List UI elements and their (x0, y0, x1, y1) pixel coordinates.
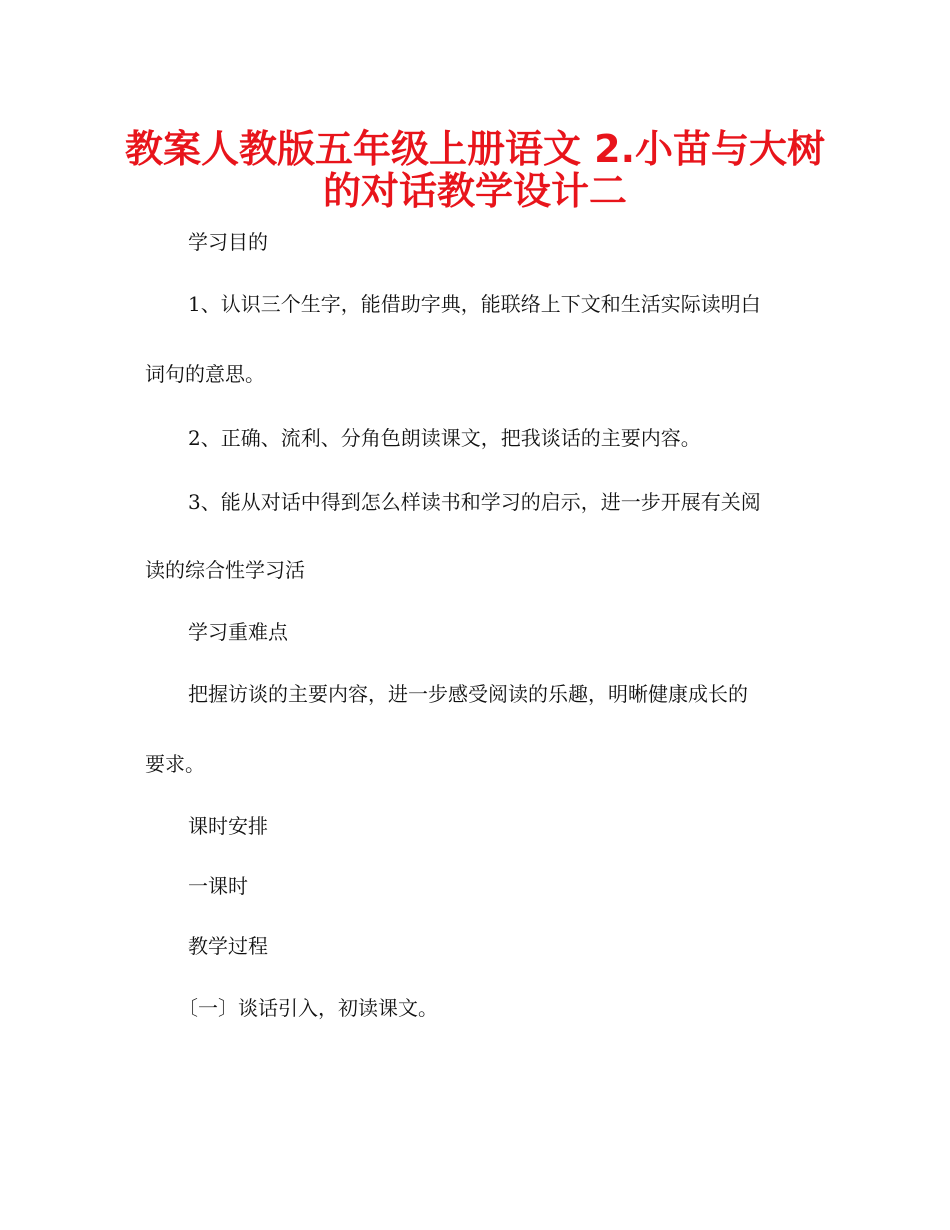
objective-1-line-2: 词句的意思。 (145, 362, 265, 386)
document-title-line-1: 教案人教版五年级上册语文 2.小苗与大树 (124, 127, 826, 171)
key-points-line-1: 把握访谈的主要内容，进一步感受阅读的乐趣，明晰健康成长的 (188, 682, 748, 706)
section-heading-key-points: 学习重难点 (188, 620, 288, 644)
document-title-line-2: 的对话教学设计二 (322, 169, 627, 213)
section-heading-objectives: 学习目的 (188, 230, 268, 254)
objective-1-line-1: 1、认识三个生字，能借助字典，能联络上下文和生活实际读明白 (188, 292, 761, 316)
section-heading-process: 教学过程 (188, 934, 268, 958)
objective-3-line-2: 读的综合性学习活 (145, 558, 305, 582)
schedule-value: 一课时 (188, 874, 248, 898)
key-points-line-2: 要求。 (145, 752, 205, 776)
objective-2: 2、正确、流利、分角色朗读课文，把我谈话的主要内容。 (188, 426, 701, 450)
section-heading-schedule: 课时安排 (188, 814, 268, 838)
process-step-1: 〔一〕谈话引入，初读课文。 (178, 996, 438, 1020)
objective-3-line-1: 3、能从对话中得到怎么样读书和学习的启示，进一步开展有关阅 (188, 490, 761, 514)
